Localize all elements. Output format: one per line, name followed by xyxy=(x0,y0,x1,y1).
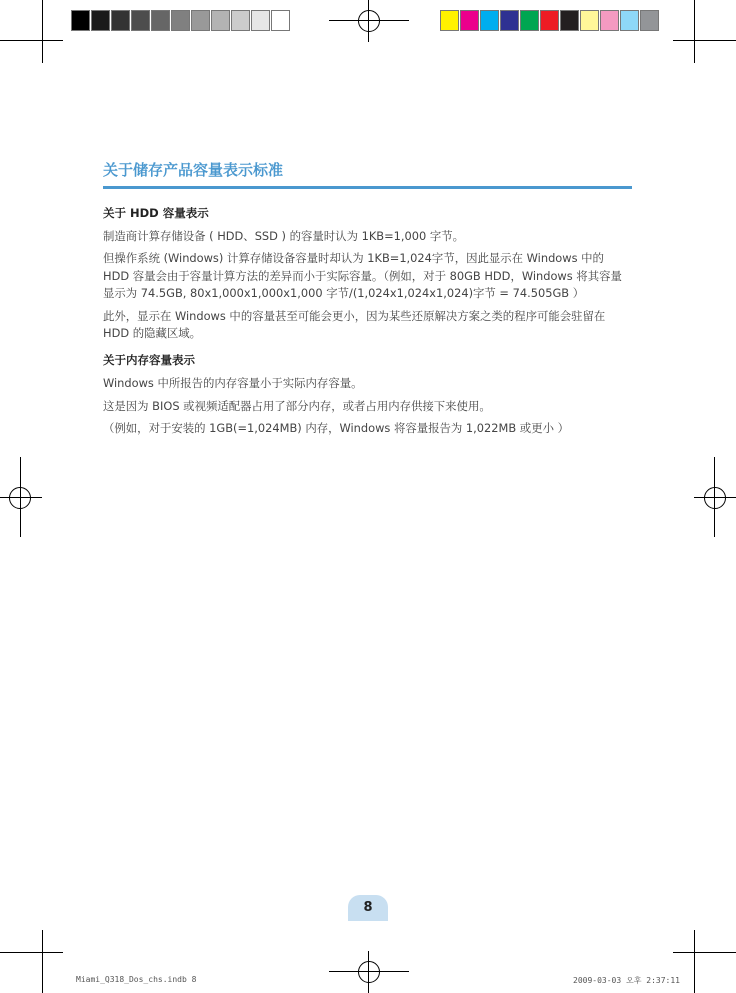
crop-mark xyxy=(42,930,43,993)
gray-swatch xyxy=(131,10,150,31)
color-swatch xyxy=(520,10,539,31)
memory-paragraph-3: （例如，对于安装的 1GB(=1,024MB) 内存，Windows 将容量报告为 1,022MB 或更小 ） xyxy=(103,421,569,436)
section-title: 关于储存产品容量表示标准 xyxy=(103,159,632,189)
crop-mark xyxy=(673,40,736,41)
color-swatch xyxy=(480,10,499,31)
gray-swatch xyxy=(111,10,130,31)
document-body xyxy=(103,205,631,443)
crop-mark xyxy=(694,0,695,63)
footer-filename: Miami_Q318_Dos_chs.indb 8 xyxy=(76,975,197,984)
gray-swatch xyxy=(271,10,290,31)
footer-timestamp: 2009-03-03 오후 2:37:11 xyxy=(573,976,680,985)
gray-swatch xyxy=(231,10,250,31)
crop-mark xyxy=(673,952,736,953)
grayscale-calibration-strip xyxy=(71,10,291,31)
color-swatch xyxy=(600,10,619,31)
page-number: 8 xyxy=(348,895,388,921)
crop-mark xyxy=(42,0,43,63)
crop-mark xyxy=(0,952,63,953)
color-swatch xyxy=(540,10,559,31)
color-swatch xyxy=(620,10,639,31)
memory-paragraph-2: 这是因为 BIOS 或视频适配器占用了部分内存，或者占用内存供接下来使用。 xyxy=(103,398,491,413)
gray-swatch xyxy=(211,10,230,31)
color-swatch xyxy=(560,10,579,31)
hdd-heading: 关于 HDD 容量表示 xyxy=(103,206,209,220)
memory-heading: 关于内存容量表示 xyxy=(103,353,195,368)
gray-swatch xyxy=(151,10,170,31)
color-swatch xyxy=(580,10,599,31)
color-swatch xyxy=(640,10,659,31)
gray-swatch xyxy=(251,10,270,31)
color-swatch xyxy=(460,10,479,31)
hdd-paragraph-3: 此外，显示在 Windows 中的容量甚至可能会更小，因为某些还原解决方案之类的程序可能会驻留在 HDD 的隐藏区域。 xyxy=(103,308,606,341)
color-swatch xyxy=(440,10,459,31)
gray-swatch xyxy=(91,10,110,31)
crop-mark xyxy=(0,40,63,41)
crop-mark xyxy=(694,930,695,993)
hdd-paragraph-1: 制造商计算存储设备 ( HDD、SSD ) 的容量时认为 1KB=1,000 字节。 xyxy=(103,229,465,243)
color-swatch xyxy=(500,10,519,31)
gray-swatch xyxy=(71,10,90,31)
gray-swatch xyxy=(191,10,210,31)
color-calibration-strip xyxy=(440,10,660,31)
gray-swatch xyxy=(171,10,190,31)
hdd-paragraph-2: 但操作系统 (Windows) 计算存储设备容量时却认为 1KB=1,024字节，因此显示在 Windows 中的 HDD 容量会由于容量计算方法的差异而小于实际容量。（例如，对于 80GB HDD，Windows 将其容量显示为 74.5GB, 80x1,000x1,000x1,000 字节/(1,024x1,024x1,024)字节 = 74.505GB ） xyxy=(103,251,622,301)
memory-paragraph-1: Windows 中所报告的内存容量小于实际内存容量。 xyxy=(103,376,363,391)
